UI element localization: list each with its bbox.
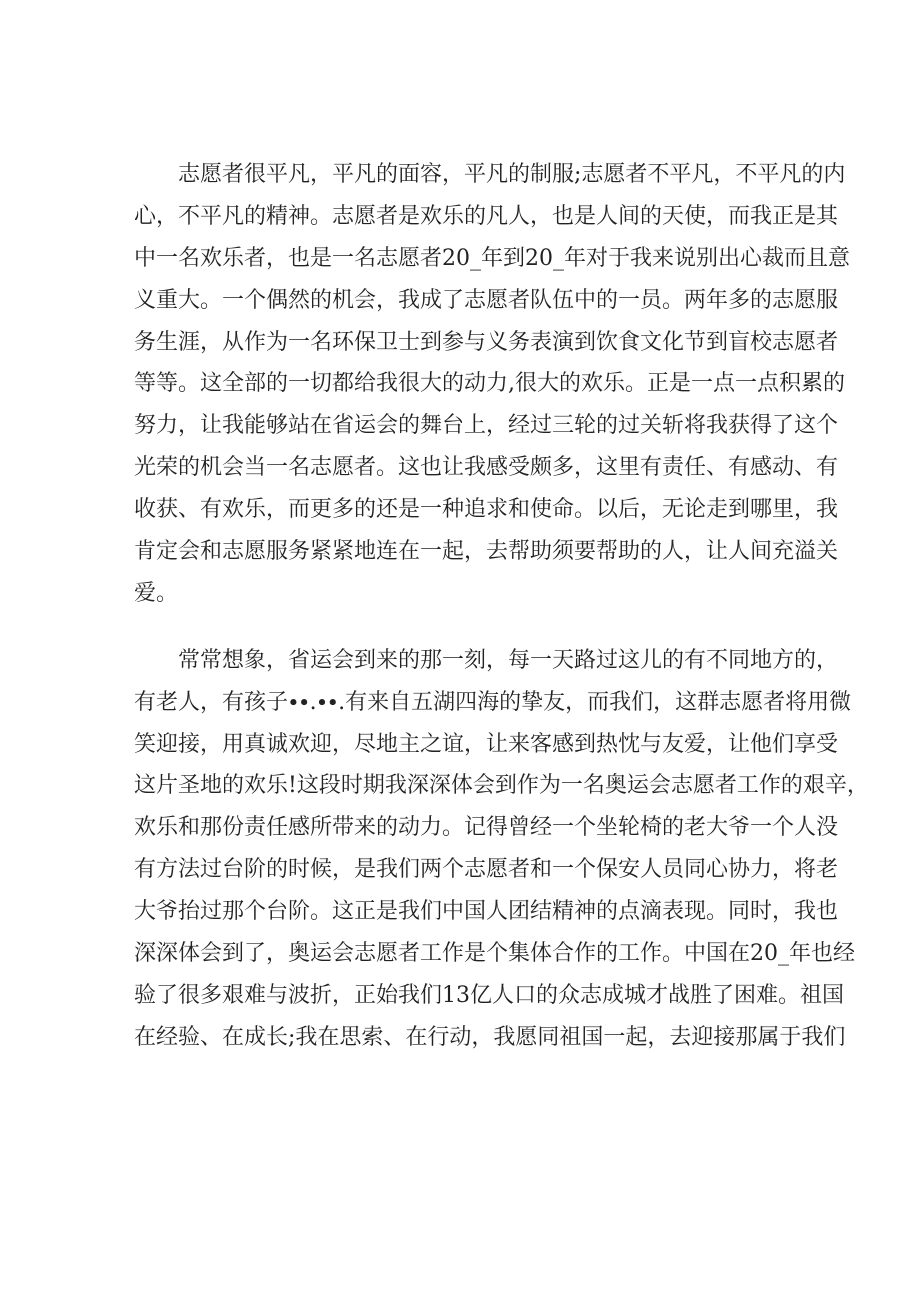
paragraph-line: 验了很多艰难与波折，正始我们13亿人口的众志成城才战胜了困难。祖国 bbox=[134, 982, 844, 1008]
paragraph-line: 心，不平凡的精神。志愿者是欢乐的凡人，也是人间的天使，而我正是其 bbox=[134, 203, 839, 229]
paragraph-line: 义重大。一个偶然的机会，我成了志愿者队伍中的一员。两年多的志愿服 bbox=[134, 287, 839, 313]
paragraph-line: 这片圣地的欢乐!这段时期我深深体会到作为一名奥运会志愿者工作的艰辛， bbox=[134, 773, 869, 799]
paragraph-2 bbox=[134, 640, 869, 1059]
paragraph-line: 欢乐和那份责任感所带来的动力。记得曾经一个坐轮椅的老大爷一个人没 bbox=[134, 815, 839, 841]
paragraph-line: 常常想象，省运会到来的那一刻，每一天路过这儿的有不同地方的， bbox=[134, 647, 839, 673]
paragraph-line: 务生涯，从作为一名环保卫士到参与义务表演到饮食文化节到盲校志愿者 bbox=[134, 329, 839, 355]
paragraph-line: 志愿者很平凡，平凡的面容，平凡的制服;志愿者不平凡，不平凡的内 bbox=[134, 162, 846, 187]
paragraph-line: 中一名欢乐者，也是一名志愿者20_年到20_年对于我来说别出心裁而且意 bbox=[134, 245, 850, 271]
paragraph-line: 深深体会到了，奥运会志愿者工作是个集体合作的工作。中国在20_年也经 bbox=[134, 941, 855, 967]
paragraph-line: 等等。这全部的一切都给我很大的动力,很大的欢乐。正是一点一点积累的 bbox=[134, 371, 845, 397]
paragraph-line: 有方法过台阶的时候，是我们两个志愿者和一个保安人员同心协力，将老 bbox=[134, 857, 839, 883]
paragraph-line: 有老人，有孩子∙∙.∙∙.有来自五湖四海的挚友，而我们，这群志愿者将用微 bbox=[134, 689, 852, 715]
paragraph-line: 爱。 bbox=[134, 580, 179, 606]
paragraph-line: 肯定会和志愿服务紧紧地连在一起，去帮助须要帮助的人，让人间充溢关 bbox=[134, 539, 839, 565]
paragraph-spacer bbox=[134, 615, 796, 640]
paragraph-line: 收获、有欢乐，而更多的还是一种追求和使命。以后，无论走到哪里，我 bbox=[134, 497, 839, 523]
paragraph-line: 努力，让我能够站在省运会的舞台上，经过三轮的过关斩将我获得了这个 bbox=[134, 413, 839, 439]
document-body bbox=[134, 154, 869, 1059]
paragraph-1 bbox=[134, 154, 850, 615]
paragraph-line: 光荣的机会当一名志愿者。这也让我感受颇多，这里有责任、有感动、有 bbox=[134, 455, 839, 481]
paragraph-line: 在经验、在成长;我在思索、在行动，我愿同祖国一起，去迎接那属于我们 bbox=[134, 1024, 846, 1050]
paragraph-line: 大爷抬过那个台阶。这正是我们中国人团结精神的点滴表现。同时，我也 bbox=[134, 899, 839, 925]
paragraph-line: 笑迎接，用真诚欢迎，尽地主之谊，让来客感到热忱与友爱，让他们享受 bbox=[134, 731, 839, 757]
